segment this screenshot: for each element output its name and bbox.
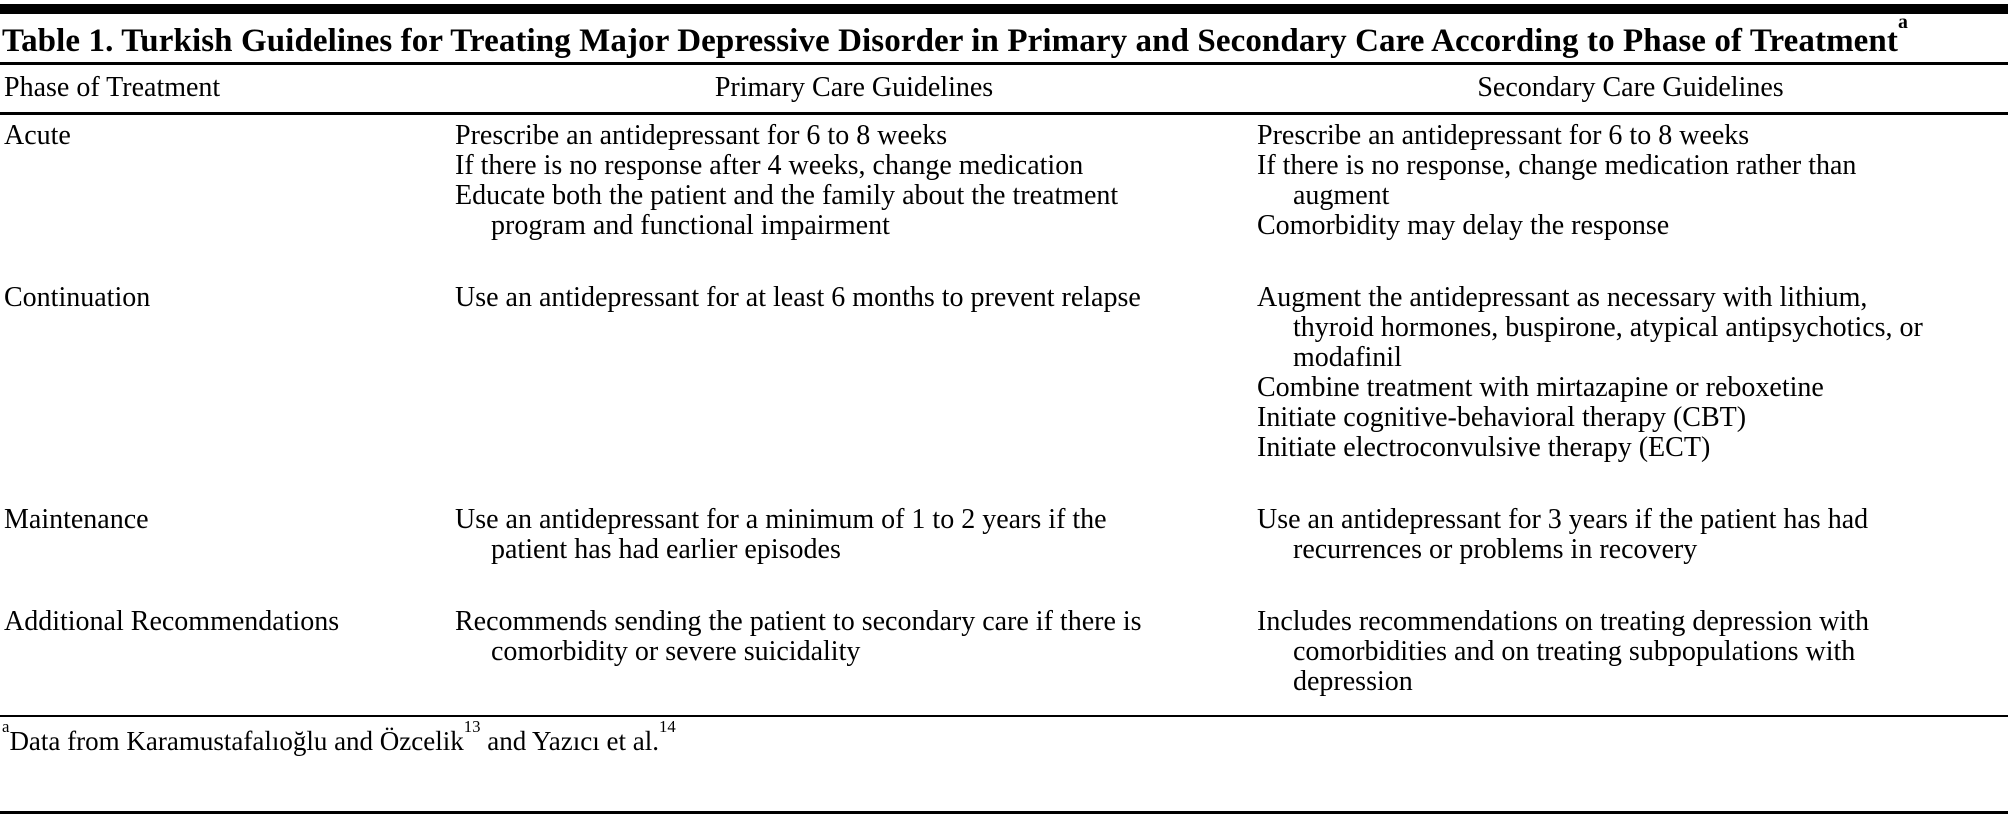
table-title-text: Table 1. Turkish Guidelines for Treating Major Depressive Disorder in Primary and Secondary Care According to Phase of Treatment	[2, 23, 1898, 59]
secondary-care-cell	[1253, 607, 2008, 697]
table-header-row	[0, 65, 2008, 112]
primary-care-cell	[455, 121, 1253, 241]
column-header-primary-care: Primary Care Guidelines	[714, 72, 994, 103]
primary-care-cell	[455, 607, 1253, 697]
guideline-line: Includes recommendations on treating depression with comorbidities and on treating subpopulations with depression	[1257, 606, 1869, 697]
phase-cell: Continuation	[4, 282, 151, 313]
table-body	[0, 115, 2008, 697]
footnote-marker: a	[2, 716, 10, 736]
guideline-line: Initiate cognitive-behavioral therapy (CBT)	[1257, 402, 1747, 433]
phase-cell: Maintenance	[4, 504, 149, 535]
title-footnote-marker: a	[1897, 11, 1908, 34]
guideline-line: Use an antidepressant for 3 years if the patient has had recurrences or problems in recovery	[1257, 504, 1869, 565]
table-row-additional-recommendations	[0, 607, 2008, 697]
table-row-maintenance	[0, 505, 2008, 565]
guideline-line: If there is no response after 4 weeks, change medication	[455, 150, 1084, 181]
footnote-text: Data from Karamustafalıoğlu and Özcelik	[9, 726, 464, 756]
table-footnote	[0, 717, 2008, 766]
table-row-acute	[0, 121, 2008, 241]
guideline-line: Recommends sending the patient to secondary care if there is comorbidity or severe suicidality	[455, 606, 1142, 667]
guideline-line: Educate both the patient and the family about the treatment program and functional impairment	[455, 180, 1119, 241]
secondary-care-cell	[1253, 505, 2008, 565]
guideline-line: Use an antidepressant for a minimum of 1 to 2 years if the patient has had earlier episodes	[455, 504, 1107, 565]
guideline-line: Augment the antidepressant as necessary with lithium, thyroid hormones, buspirone, atypical antipsychotics, or modafinil	[1257, 282, 1923, 373]
guideline-line: Prescribe an antidepressant for 6 to 8 weeks	[1257, 120, 1750, 151]
guideline-line: Initiate electroconvulsive therapy (ECT)	[1257, 432, 1711, 463]
primary-care-cell	[455, 505, 1253, 565]
guideline-line: Use an antidepressant for at least 6 months to prevent relapse	[455, 282, 1141, 313]
guideline-line: Comorbidity may delay the response	[1257, 210, 1670, 241]
table-row-continuation	[0, 283, 2008, 463]
bottom-border-rule	[0, 811, 2008, 814]
secondary-care-cell	[1253, 121, 2008, 241]
primary-care-cell	[455, 283, 1253, 463]
phase-cell: Additional Recommendations	[4, 606, 340, 637]
guideline-line: Combine treatment with mirtazapine or reboxetine	[1257, 372, 1824, 403]
column-header-secondary-care: Secondary Care Guidelines	[1477, 72, 1784, 103]
table-title	[0, 11, 2008, 62]
guideline-line: If there is no response, change medication rather than augment	[1257, 150, 1857, 211]
top-border-bar	[0, 4, 2008, 14]
phase-cell: Acute	[4, 120, 71, 151]
column-header-phase: Phase of Treatment	[4, 72, 221, 103]
guideline-line: Prescribe an antidepressant for 6 to 8 weeks	[455, 120, 948, 151]
footnote-reference-14: 14	[658, 716, 676, 736]
footnote-reference-13: 13	[463, 716, 481, 736]
footnote-text: and Yazıcı et al.	[480, 726, 659, 756]
secondary-care-cell	[1253, 283, 2008, 463]
